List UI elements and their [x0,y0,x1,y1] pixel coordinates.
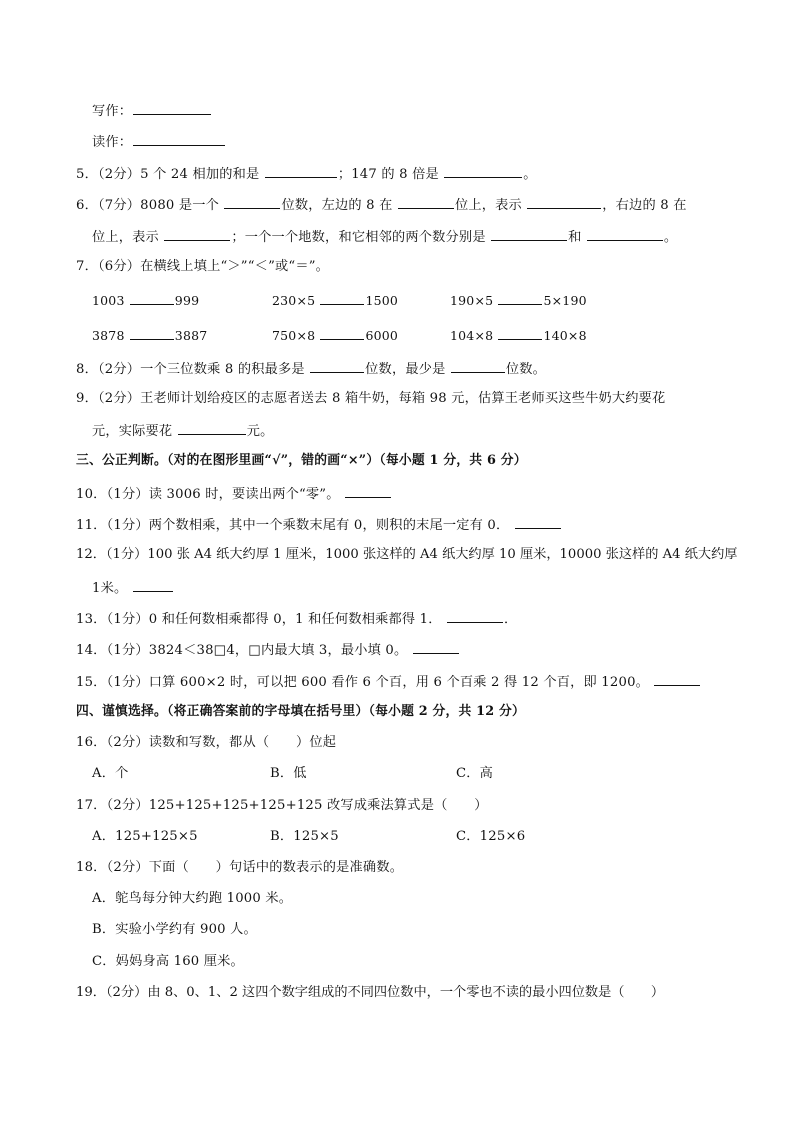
question-text: ；一个一个地数，和它相邻的两个数分别是 [231,230,491,245]
question-points: （1分） [106,675,149,690]
question-text: 。 [523,167,537,182]
section-heading-4: 四、谨慎选择。（将正确答案前的字母填在括号里）（每小题 2 分，共 12 分） [76,704,526,719]
question-number: 17． [76,798,107,813]
compare-item [450,291,587,310]
question-6-cont [92,227,677,247]
question-17 [76,797,488,815]
question-text: 5 个 24 相加的和是 [140,167,264,182]
question-text: 元。 [246,424,274,439]
option-b[interactable]: B．125×5 [270,829,339,844]
question-text: 。 [663,230,678,245]
answer-blank[interactable] [447,609,503,623]
question-text: 读 3006 时，要读出两个“零”。 [148,487,345,502]
answer-blank[interactable] [498,326,542,340]
question-points: （1分） [106,643,149,658]
option-c[interactable]: C．125×6 [456,829,526,844]
question-5 [76,164,537,184]
question-points: （2分） [106,798,149,813]
question-number: 14． [76,643,107,658]
question-text: 在横线上填上“＞”“＜”或“＝”。 [140,259,330,274]
compare-item [92,326,207,345]
question-text: 由 8、0、1、2 这四个数字组成的不同四位数中，一个零也不读的最小四位数是（ ） [147,985,665,1000]
question-text: 8080 是一个 [140,198,224,213]
question-points: （2分） [97,362,141,377]
duzuo-line [92,132,226,152]
question-text: 一个三位数乘 8 的积最多是 [140,362,310,377]
question-points: （2分） [97,167,141,182]
question-11 [76,515,562,535]
answer-blank[interactable] [654,672,700,686]
answer-blank[interactable] [133,101,211,115]
compare-left: 230×5 [272,293,320,308]
answer-blank[interactable] [398,195,454,209]
option-b[interactable]: B．低 [270,766,307,781]
option-a[interactable]: A．125+125×5 [92,829,198,844]
question-text: 100 张 A4 纸大约厚 1 厘米，1000 张这样的 A4 纸大约厚 10 厘米，10000 张这样的 A4 纸大约厚 [147,547,738,562]
duzuo-label: 读作： [92,135,133,150]
question-16 [76,734,336,752]
question-number: 11． [76,518,107,533]
question-8 [76,359,546,379]
question-13 [76,609,517,629]
xiezuo-label: 写作： [92,104,133,119]
compare-left: 190×5 [450,293,498,308]
question-text: ；147 的 8 倍是 [337,167,444,182]
question-19 [76,984,664,1002]
question-number: 18． [76,860,107,875]
option-c[interactable]: C．妈妈身高 160 厘米。 [92,954,244,969]
question-number: 15． [76,675,107,690]
answer-blank[interactable] [515,515,561,529]
answer-blank[interactable] [133,132,225,146]
question-text: 口算 600×2 时，可以把 600 看作 6 个百，用 6 个百乘 2 得 12 个百，即 1200。 [148,675,654,690]
compare-item [92,291,199,310]
question-text: ，右边的 8 在 [602,198,687,213]
question-text: 和 [568,230,586,245]
answer-blank[interactable] [224,195,280,209]
answer-blank[interactable] [413,640,459,654]
answer-blank[interactable] [164,227,230,241]
compare-right: 5×190 [543,293,587,308]
answer-blank[interactable] [320,291,364,305]
option-c[interactable]: C．高 [456,766,494,781]
question-14 [76,640,460,660]
section-heading-3: 三、公正判断。（对的在图形里画“√”，错的画“×”）（每小题 1 分，共 6 分） [76,453,527,468]
answer-blank[interactable] [133,578,173,592]
answer-blank[interactable] [498,291,542,305]
question-text: 位数，最少是 [365,362,450,377]
question-12-cont [92,578,174,598]
answer-blank[interactable] [451,359,505,373]
question-9 [76,390,665,408]
question-6 [76,195,687,215]
question-points: （6分） [97,259,141,274]
answer-blank[interactable] [444,164,522,178]
question-text: 位数，左边的 8 在 [281,198,397,213]
answer-blank[interactable] [527,195,601,209]
compare-item [272,326,398,345]
question-number: 10． [76,487,107,502]
question-text: 位上，表示 [92,230,164,245]
question-number: 9． [76,391,98,406]
question-number: 13． [76,612,107,627]
answer-blank[interactable] [178,421,246,435]
question-9-cont [92,421,274,441]
xiezuo-line [92,101,212,121]
question-7 [76,258,329,276]
compare-left: 104×8 [450,328,498,343]
compare-right: 1500 [365,293,399,308]
answer-blank[interactable] [310,359,364,373]
compare-left: 750×8 [272,328,320,343]
question-10 [76,484,392,504]
question-12 [76,546,737,564]
compare-item [272,291,398,310]
question-number: 6． [76,198,98,213]
question-text: 1米。 [92,581,132,596]
answer-blank[interactable] [587,227,663,241]
question-text: 125+125+125+125+125 改写成乘法算式是（ ） [148,798,488,813]
question-points: （2分） [106,860,149,875]
question-points: （7分） [97,198,141,213]
question-number: 7． [76,259,98,274]
question-text: 0 和任何数相乘都得 0，1 和任何数相乘都得 1． [148,612,447,627]
answer-blank[interactable] [265,164,337,178]
question-text: 元，实际要花 [92,424,177,439]
question-points: （2分） [105,985,148,1000]
option-b[interactable]: B．实验小学约有 900 人。 [92,922,257,937]
question-text: 位数。 [505,362,547,377]
compare-right: 6000 [365,328,399,343]
question-text: 两个数相乘，其中一个乘数末尾有 0，则积的末尾一定有 0． [148,518,514,533]
option-a[interactable]: A．鸵鸟每分钟大约跑 1000 米。 [92,891,293,906]
answer-blank[interactable] [345,484,391,498]
compare-right: 140×8 [543,328,587,343]
question-text: 读数和写数，都从（ ）位起 [148,735,337,750]
question-number: 8． [76,362,98,377]
question-points: （1分） [106,487,149,502]
question-points: （1分） [105,547,148,562]
question-text: 王老师计划给疫区的志愿者送去 8 箱牛奶，每箱 98 元，估算王老师买这些牛奶大约要花 [140,391,666,406]
question-text: 位上，表示 [454,198,527,213]
question-15 [76,672,701,692]
answer-blank[interactable] [491,227,567,241]
question-text: 下面（ ）句话中的数表示的是准确数。 [148,860,404,875]
option-a[interactable]: A．个 [92,766,129,781]
compare-right: 999 [174,293,200,308]
question-points: （1分） [106,518,149,533]
question-points: （1分） [106,612,149,627]
compare-right: 3887 [174,328,208,343]
answer-blank[interactable] [320,326,364,340]
compare-item [450,326,587,345]
compare-left: 1003 [92,293,129,308]
question-number: 19． [76,985,106,1000]
question-points: （2分） [106,735,149,750]
answer-blank[interactable] [130,291,174,305]
compare-left: 3878 [92,328,129,343]
question-text: 3824＜38□4，□内最大填 3，最小填 0。 [148,643,412,658]
answer-blank[interactable] [130,326,174,340]
question-number: 12． [76,547,106,562]
question-text: ． [504,612,518,627]
question-18 [76,859,403,877]
question-points: （2分） [97,391,141,406]
question-number: 16． [76,735,107,750]
question-number: 5． [76,167,98,182]
